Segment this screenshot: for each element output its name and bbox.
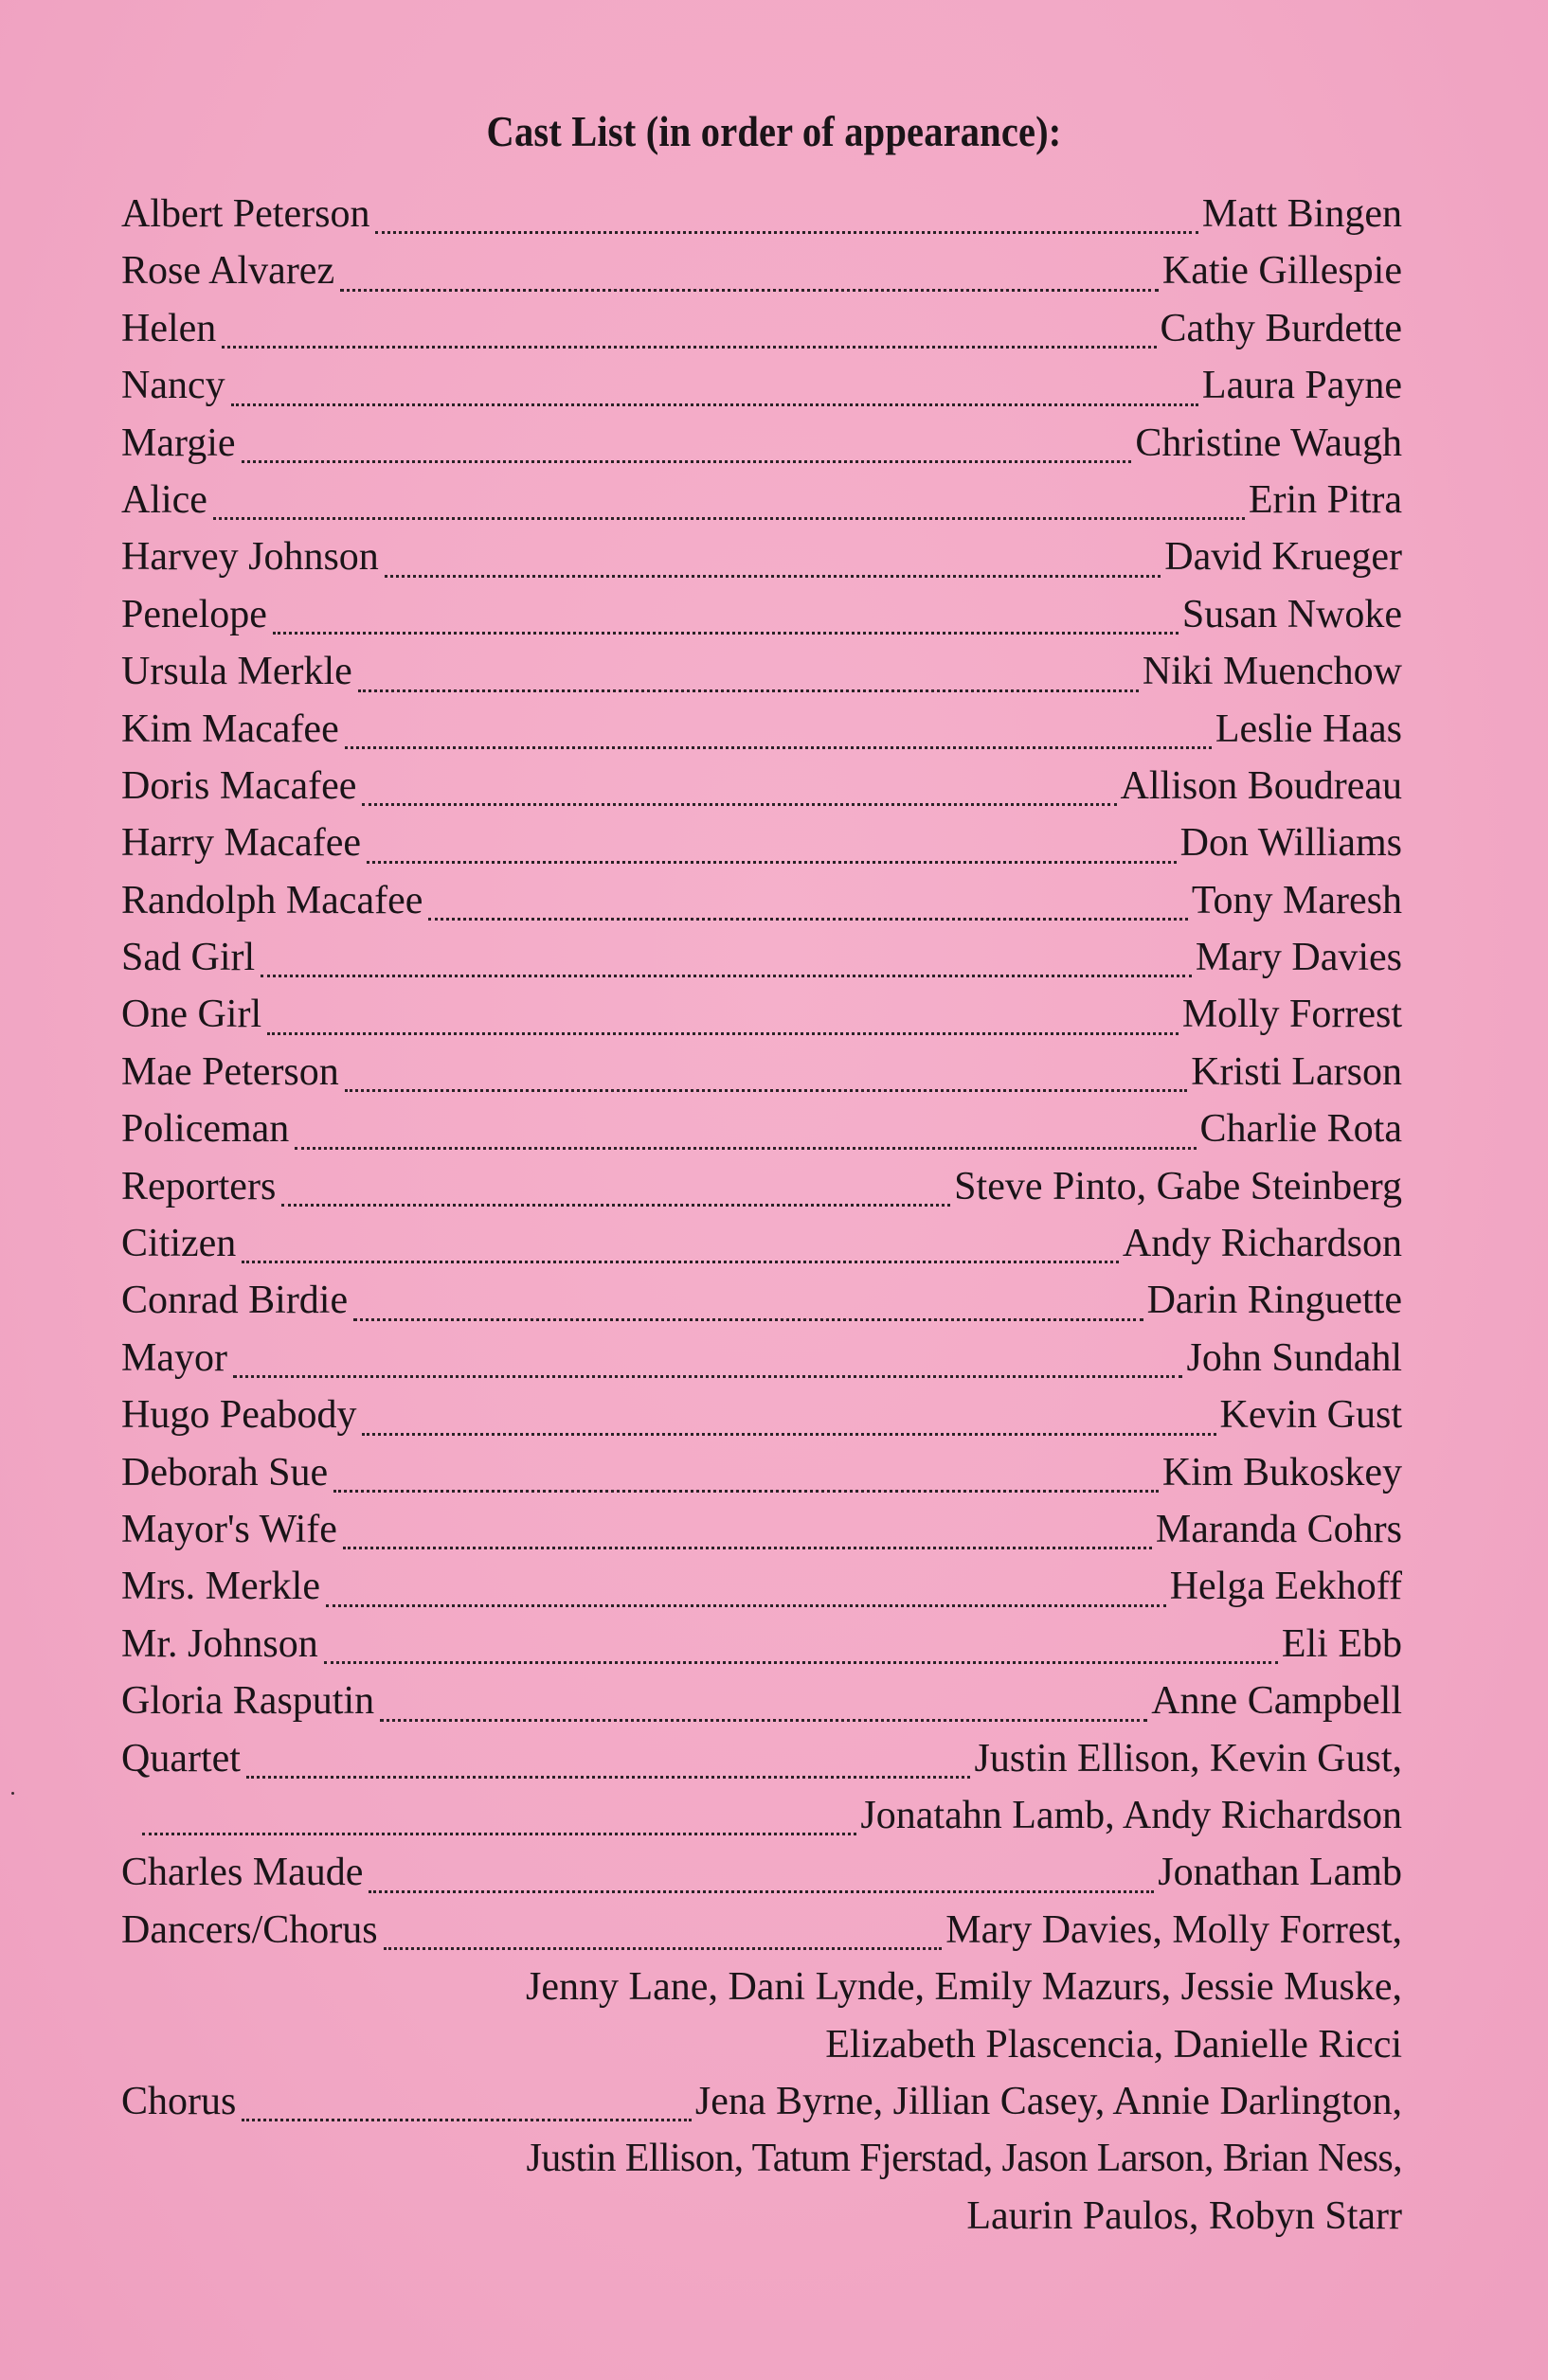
dot-leader	[267, 1032, 1179, 1035]
cast-row-dancers	[121, 1902, 1402, 1959]
role-name: Policeman	[121, 1107, 290, 1152]
actor-name: Christine Waugh	[1135, 421, 1402, 465]
cast-row	[121, 872, 1402, 929]
cast-row	[121, 472, 1402, 528]
role-name: Harry Macafee	[121, 821, 361, 866]
role-name: Hugo Peabody	[121, 1393, 357, 1438]
role-name: Mayor's Wife	[121, 1507, 337, 1551]
dot-leader	[358, 689, 1139, 692]
role-name: Helen	[121, 306, 217, 350]
actor-name: Mary Davies	[1195, 936, 1402, 980]
cast-row	[121, 1844, 1402, 1901]
dot-leader	[213, 517, 1245, 520]
role-name: Alice	[121, 477, 207, 522]
role-name: Conrad Birdie	[121, 1279, 349, 1323]
cast-list-title: Cast List (in order of appearance):	[486, 107, 1062, 155]
role-name: Albert Peterson	[121, 192, 370, 236]
cast-row	[121, 186, 1402, 242]
dot-leader	[362, 803, 1116, 806]
role-name: Doris Macafee	[121, 763, 357, 808]
cast-row	[121, 1330, 1402, 1387]
dot-leader	[369, 1890, 1154, 1893]
role-name: Chorus	[121, 2079, 237, 2123]
dot-leader	[333, 1490, 1159, 1493]
actor-name: Eli Ebb	[1281, 1621, 1402, 1666]
cast-row	[121, 415, 1402, 472]
role-name: Mrs. Merkle	[121, 1565, 320, 1609]
dot-leader	[428, 918, 1187, 921]
dot-leader	[375, 231, 1197, 234]
actor-name: Allison Boudreau	[1120, 763, 1402, 808]
role-name: Randolph Macafee	[121, 878, 423, 922]
dot-leader	[142, 1833, 856, 1835]
dot-leader	[242, 1261, 1119, 1263]
actor-name: David Krueger	[1164, 535, 1402, 580]
role-name: Sad Girl	[121, 936, 256, 980]
cast-row	[121, 643, 1402, 700]
cast-row	[121, 1101, 1402, 1157]
dot-leader	[343, 1547, 1152, 1549]
role-name: Mayor	[121, 1335, 227, 1380]
dot-leader	[345, 746, 1212, 749]
cast-row	[121, 1558, 1402, 1615]
actor-name: Kristi Larson	[1191, 1049, 1402, 1094]
actor-name: Leslie Haas	[1215, 707, 1402, 751]
cast-row-continuation: Jenny Lane, Dani Lynde, Emily Mazurs, Jessie Muske,	[526, 1965, 1402, 2010]
actor-name: Darin Ringuette	[1146, 1279, 1402, 1323]
actor-name: Erin Pitra	[1248, 477, 1402, 522]
actor-name: Kevin Gust	[1219, 1393, 1402, 1438]
dot-leader	[367, 861, 1177, 864]
cast-row	[121, 1215, 1402, 1272]
dot-leader	[295, 1147, 1196, 1150]
cast-row	[121, 1501, 1402, 1558]
cast-row	[121, 300, 1402, 357]
cast-row-continuation	[121, 1787, 1402, 1844]
role-name: Gloria Rasputin	[121, 1679, 375, 1724]
dot-leader	[384, 1947, 943, 1950]
role-name: Mae Peterson	[121, 1049, 339, 1094]
dot-leader	[324, 1661, 1278, 1664]
dot-leader	[380, 1719, 1147, 1722]
role-name: Kim Macafee	[121, 707, 339, 751]
dot-leader	[222, 346, 1156, 349]
actor-name: Anne Campbell	[1151, 1679, 1402, 1724]
actor-name: Cathy Burdette	[1160, 306, 1402, 350]
cast-row-continuation: Justin Ellison, Tatum Fjerstad, Jason Larson, Brian Ness,	[526, 2137, 1402, 2181]
dot-leader	[261, 975, 1192, 977]
dot-leader	[246, 1776, 971, 1779]
role-name: Quartet	[121, 1736, 241, 1781]
dot-leader	[362, 1433, 1215, 1436]
role-name: One Girl	[121, 993, 262, 1037]
dot-leader	[231, 403, 1198, 406]
cast-row	[121, 1158, 1402, 1215]
actor-name: Justin Ellison, Kevin Gust,	[974, 1736, 1402, 1781]
cast-row-continuation: Laurin Paulos, Robyn Starr	[966, 2193, 1402, 2238]
actor-name: Laura Payne	[1201, 364, 1402, 408]
dot-leader	[340, 289, 1159, 292]
actor-name: Steve Pinto, Gabe Steinberg	[954, 1164, 1402, 1208]
actor-name: Jonatahn Lamb, Andy Richardson	[860, 1793, 1402, 1837]
role-name: Reporters	[121, 1164, 277, 1208]
actor-name: Tony Maresh	[1191, 878, 1402, 922]
dot-leader	[353, 1318, 1143, 1321]
cast-row	[121, 986, 1402, 1043]
role-name: Deborah Sue	[121, 1450, 329, 1494]
dot-leader	[326, 1604, 1166, 1607]
actor-name: Matt Bingen	[1201, 192, 1402, 236]
actor-name: Mary Davies, Molly Forrest,	[945, 1907, 1402, 1952]
actor-name: Niki Muenchow	[1142, 650, 1402, 694]
paper-speck	[11, 1792, 14, 1795]
cast-row	[121, 1444, 1402, 1501]
role-name: Mr. Johnson	[121, 1621, 318, 1666]
actor-name: Charlie Rota	[1199, 1107, 1402, 1152]
cast-row-quartet	[121, 1730, 1402, 1787]
cast-row	[121, 528, 1402, 585]
role-name: Penelope	[121, 592, 267, 636]
actor-name: Molly Forrest	[1181, 993, 1402, 1037]
actor-name: Katie Gillespie	[1161, 249, 1402, 294]
actor-name: Andy Richardson	[1122, 1222, 1402, 1266]
cast-row	[121, 586, 1402, 643]
role-name: Dancers/Chorus	[121, 1907, 378, 1952]
cast-row	[121, 1673, 1402, 1729]
dot-leader	[345, 1089, 1187, 1092]
dot-leader	[273, 632, 1179, 635]
cast-row	[121, 1272, 1402, 1329]
actor-name: Don Williams	[1179, 821, 1402, 866]
cast-row-chorus	[121, 2073, 1402, 2130]
cast-row	[121, 1616, 1402, 1673]
actor-name: Helga Eekhoff	[1169, 1565, 1402, 1609]
dot-leader	[233, 1375, 1183, 1378]
actor-name: Jonathan Lamb	[1158, 1851, 1402, 1895]
dot-leader	[385, 575, 1161, 578]
cast-row	[121, 1044, 1402, 1101]
role-name: Ursula Merkle	[121, 650, 352, 694]
cast-row	[121, 1387, 1402, 1443]
cast-row	[121, 242, 1402, 299]
actor-name: John Sundahl	[1186, 1335, 1402, 1380]
role-name: Charles Maude	[121, 1851, 364, 1895]
cast-row	[121, 814, 1402, 871]
dot-leader	[242, 2119, 692, 2121]
cast-row-continuation: Elizabeth Plascencia, Danielle Ricci	[825, 2022, 1402, 2067]
cast-row	[121, 929, 1402, 986]
role-name: Nancy	[121, 364, 225, 408]
dot-leader	[242, 460, 1132, 463]
actor-name: Maranda Cohrs	[1155, 1507, 1402, 1551]
cast-row	[121, 758, 1402, 814]
role-name: Margie	[121, 421, 236, 465]
role-name: Citizen	[121, 1222, 237, 1266]
dot-leader	[281, 1204, 950, 1207]
role-name: Harvey Johnson	[121, 535, 379, 580]
actor-name: Susan Nwoke	[1181, 592, 1402, 636]
cast-row	[121, 701, 1402, 758]
cast-list	[121, 186, 1402, 2245]
role-name: Rose Alvarez	[121, 249, 335, 294]
actor-name: Jena Byrne, Jillian Casey, Annie Darlington,	[694, 2079, 1402, 2123]
actor-name: Kim Bukoskey	[1161, 1450, 1402, 1494]
cast-row	[121, 357, 1402, 414]
